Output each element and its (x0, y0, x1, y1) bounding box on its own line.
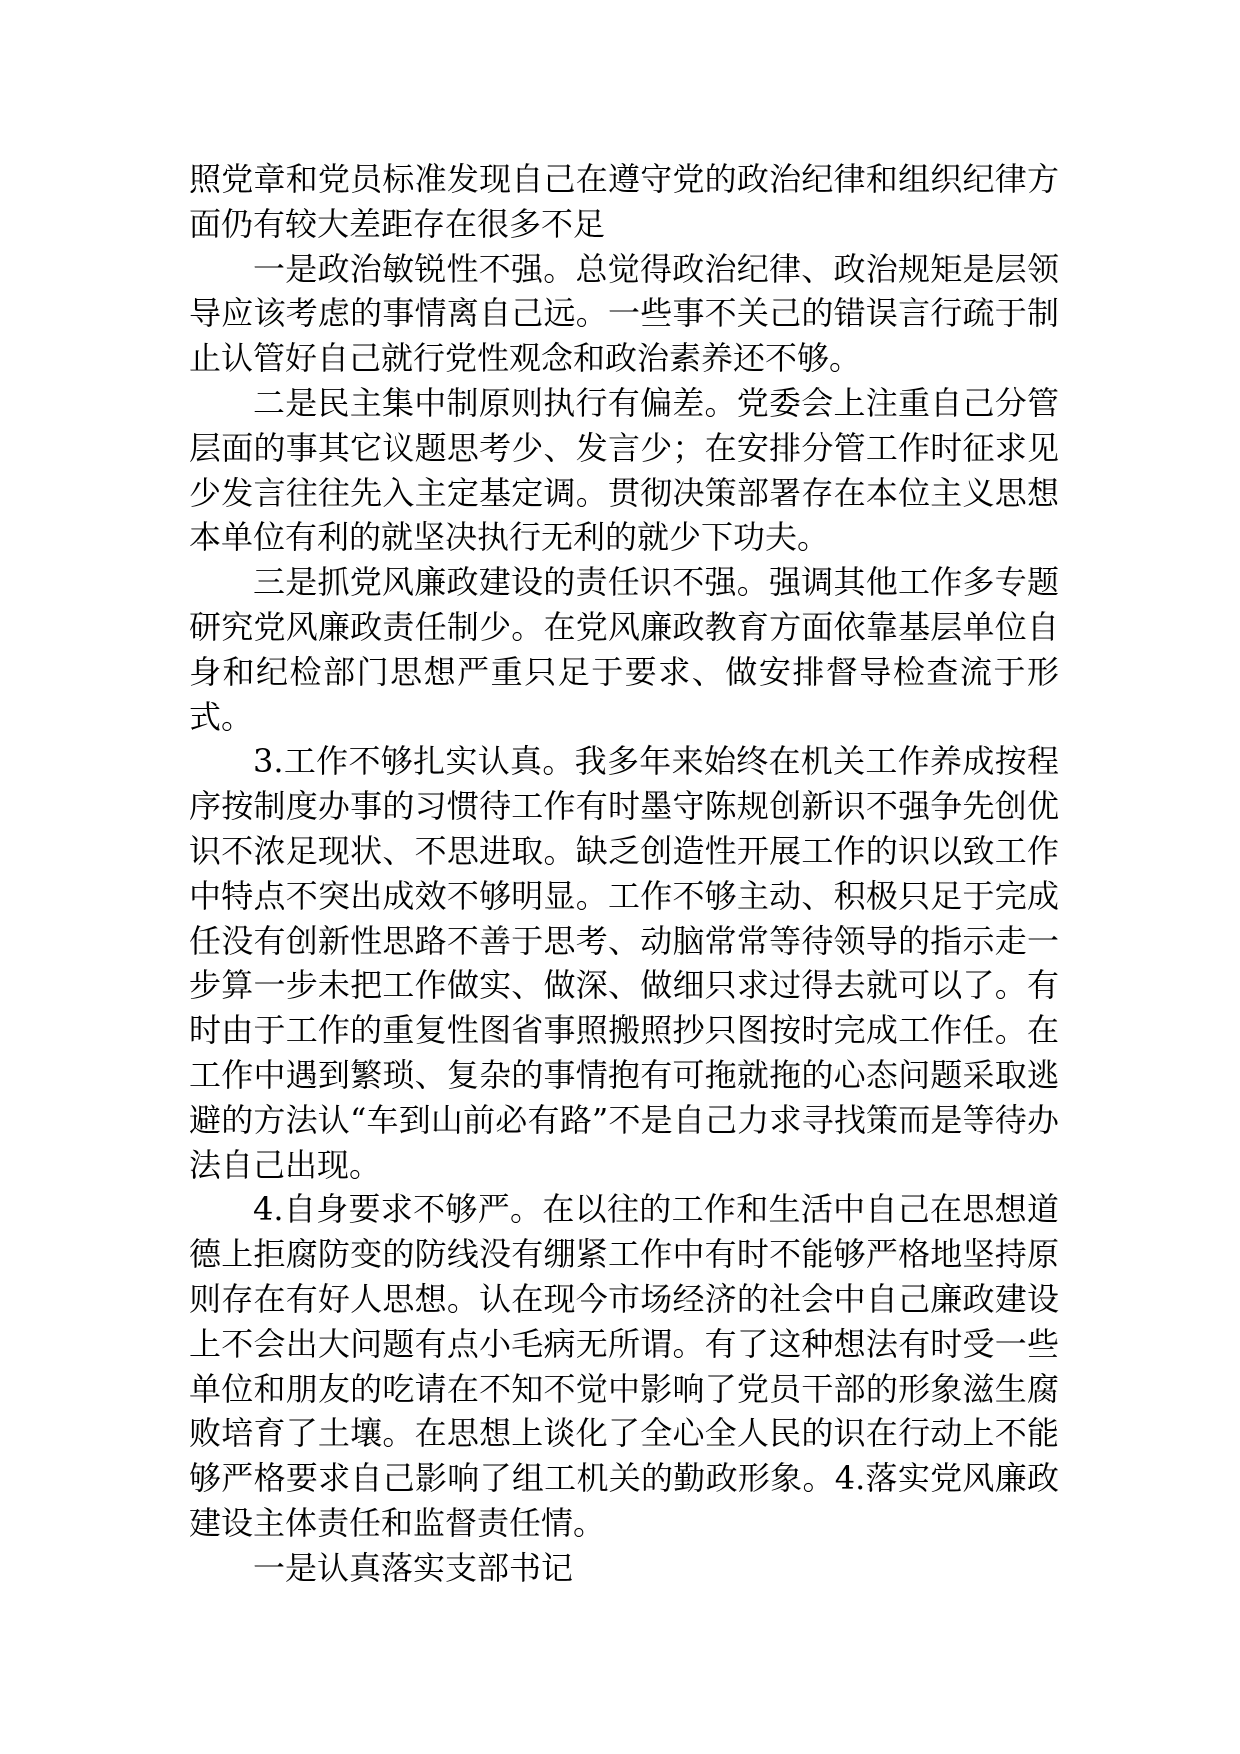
paragraph-7: 一是认真落实支部书记 (253, 1548, 574, 1587)
paragraph-4: 三是抓党风廉政建设的责任识不强。强调其他工作多专题研究党风廉政责任制少。在党风廉政教育方面依靠基层单位自身和纪检部门思想严重只足于要求、做安排督导检查流于形式。 (189, 563, 1059, 736)
document-body (189, 157, 1059, 1591)
paragraph-3: 二是民主集中制原则执行有偏差。党委会上注重自己分管层面的事其它议题思考少、发言少；在安排分管工作时征求见少发言往往先入主定基定调。贯彻决策部署存在本位主义思想本单位有利的就坚决执行无利的就少下功夫。 (189, 383, 1059, 557)
paragraph-2: 一是政治敏锐性不强。总觉得政治纪律、政治规矩是层领导应该考虑的事情离自己远。一些事不关己的错误言行疏于制止认管好自己就行党性观念和政治素养还不够。 (189, 249, 1059, 378)
paragraph-1: 照党章和党员标准发现自己在遵守党的政治纪律和组织纪律方面仍有较大差距存在很多不足 (189, 160, 1059, 243)
paragraph-5: 3.工作不够扎实认真。我多年来始终在机关工作养成按程序按制度办事的习惯待工作有时墨守陈规创新识不强争先创优识不浓足现状、不思进取。缺乏创造性开展工作的识以致工作中特点不突出成效不够明显。工作不够主动、积极只足于完成任没有创新性思路不善于思考、动脑常常等待领导的指示走一步算一步未把工作做实、做深、做细只求过得去就可以了。有时由于工作的重复性图省事照搬照抄只图按时完成工作任。在工作中遇到繁琐、复杂的事情抱有可拖就拖的心态问题采取逃避的方法认“车到山前必有路”不是自己力求寻找策而是等待办法自己出现。 (189, 742, 1059, 1184)
paragraph-6: 4.自身要求不够严。在以往的工作和生活中自己在思想道德上拒腐防变的防线没有绷紧工作中有时不能够严格地坚持原则存在有好人思想。认在现今市场经济的社会中自己廉政建设上不会出大问题有点小毛病无所谓。有了这种想法有时受一些单位和朋友的吃请在不知不觉中影响了党员干部的形象滋生腐败培育了土壤。在思想上谈化了全心全人民的识在行动上不能够严格要求自己影响了组工机关的勤政形象。4.落实党风廉政建设主体责任和监督责任情。 (189, 1190, 1059, 1542)
